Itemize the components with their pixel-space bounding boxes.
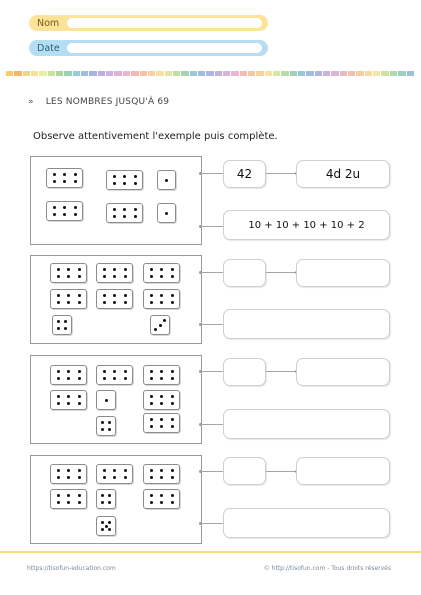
strip-segment bbox=[131, 71, 138, 76]
pip bbox=[108, 421, 111, 424]
pip bbox=[154, 328, 157, 331]
pip bbox=[123, 182, 126, 185]
strip-segment bbox=[373, 71, 380, 76]
domino-6 bbox=[50, 263, 87, 283]
pip bbox=[171, 268, 174, 271]
pip bbox=[163, 319, 166, 322]
strip-segment bbox=[273, 71, 280, 76]
strip-segment bbox=[215, 71, 222, 76]
pip bbox=[103, 301, 106, 304]
footer-divider bbox=[0, 551, 421, 553]
pip bbox=[171, 418, 174, 421]
strip-segment bbox=[340, 71, 347, 76]
pip bbox=[103, 469, 106, 472]
connector-line bbox=[201, 272, 223, 273]
pip bbox=[78, 501, 81, 504]
title-text: LES NOMBRES JUSQU'À 69 bbox=[45, 97, 170, 107]
strip-segment bbox=[156, 71, 163, 76]
name-input[interactable] bbox=[67, 18, 262, 28]
pip bbox=[108, 428, 111, 431]
strip-segment bbox=[206, 71, 213, 76]
pip bbox=[150, 402, 153, 405]
die-1 bbox=[96, 390, 116, 410]
arrow-icon: » bbox=[28, 97, 34, 107]
strip-segment bbox=[290, 71, 297, 76]
connector-line bbox=[266, 272, 296, 273]
pip bbox=[57, 377, 60, 380]
pip bbox=[57, 320, 60, 323]
strip-segment bbox=[281, 71, 288, 76]
connector-line bbox=[201, 424, 223, 425]
pip bbox=[67, 402, 70, 405]
pip bbox=[67, 294, 70, 297]
pip bbox=[124, 469, 127, 472]
domino-6 bbox=[46, 168, 83, 188]
pip bbox=[160, 425, 163, 428]
pip bbox=[53, 213, 56, 216]
strip-segment bbox=[64, 71, 71, 76]
pip bbox=[134, 182, 137, 185]
tens-units-box-2[interactable] bbox=[296, 259, 390, 287]
footer-left-link[interactable]: https://tisofun-education.com bbox=[27, 565, 116, 572]
domino-6 bbox=[50, 390, 87, 410]
pip bbox=[108, 494, 111, 497]
strip-segment bbox=[181, 71, 188, 76]
pip bbox=[74, 206, 77, 209]
pip bbox=[53, 180, 56, 183]
pip bbox=[171, 425, 174, 428]
dice-panel-3 bbox=[30, 355, 202, 444]
strip-segment bbox=[356, 71, 363, 76]
dice-panel-2 bbox=[30, 255, 202, 344]
number-box-1[interactable]: 42 bbox=[223, 160, 266, 188]
pip bbox=[171, 301, 174, 304]
pip bbox=[124, 294, 127, 297]
pip bbox=[101, 421, 104, 424]
pip bbox=[57, 275, 60, 278]
strip-segment bbox=[240, 71, 247, 76]
pip bbox=[160, 418, 163, 421]
pip bbox=[108, 501, 111, 504]
pip bbox=[150, 501, 153, 504]
strip-segment bbox=[39, 71, 46, 76]
domino-6 bbox=[96, 289, 133, 309]
domino-6 bbox=[143, 413, 180, 433]
pip bbox=[103, 275, 106, 278]
number-box-3[interactable] bbox=[223, 358, 266, 386]
pip bbox=[171, 370, 174, 373]
strip-segment bbox=[89, 71, 96, 76]
pip bbox=[78, 494, 81, 497]
strip-segment bbox=[123, 71, 130, 76]
pip bbox=[57, 370, 60, 373]
pip bbox=[78, 476, 81, 479]
footer-copyright: © http://tisofun.com - Tous droits réservés bbox=[263, 565, 391, 572]
pip bbox=[67, 301, 70, 304]
connector-line bbox=[201, 523, 223, 524]
pip bbox=[150, 469, 153, 472]
pip bbox=[160, 377, 163, 380]
pip bbox=[103, 268, 106, 271]
pip bbox=[159, 324, 162, 327]
pip bbox=[67, 395, 70, 398]
pip bbox=[134, 215, 137, 218]
pip bbox=[63, 213, 66, 216]
pip bbox=[103, 377, 106, 380]
domino-6 bbox=[46, 201, 83, 221]
pip bbox=[78, 377, 81, 380]
pip bbox=[113, 301, 116, 304]
sum-box-3[interactable] bbox=[223, 409, 390, 439]
domino-6 bbox=[50, 464, 87, 484]
pip bbox=[113, 377, 116, 380]
pip bbox=[123, 175, 126, 178]
pip bbox=[124, 275, 127, 278]
strip-segment bbox=[56, 71, 63, 76]
strip-segment bbox=[381, 71, 388, 76]
strip-segment bbox=[73, 71, 80, 76]
pip bbox=[108, 521, 111, 524]
pip bbox=[124, 301, 127, 304]
pip bbox=[57, 268, 60, 271]
strip-segment bbox=[323, 71, 330, 76]
number-box-4[interactable] bbox=[223, 457, 266, 485]
pip bbox=[113, 182, 116, 185]
pip bbox=[150, 494, 153, 497]
pip bbox=[171, 275, 174, 278]
domino-6 bbox=[106, 170, 143, 190]
pip bbox=[171, 377, 174, 380]
strip-segment bbox=[198, 71, 205, 76]
pip bbox=[171, 294, 174, 297]
pip bbox=[63, 180, 66, 183]
domino-6 bbox=[143, 365, 180, 385]
strip-segment bbox=[265, 71, 272, 76]
die-4 bbox=[52, 315, 72, 335]
pip bbox=[64, 320, 67, 323]
pip bbox=[57, 402, 60, 405]
die-5 bbox=[96, 516, 116, 536]
pip bbox=[67, 501, 70, 504]
pip bbox=[78, 275, 81, 278]
exercise-title bbox=[28, 97, 169, 107]
connector-line bbox=[201, 471, 223, 472]
pip bbox=[67, 377, 70, 380]
connector-line bbox=[266, 173, 296, 174]
strip-segment bbox=[23, 71, 30, 76]
tens-units-box-1[interactable]: 4d 2u bbox=[296, 160, 390, 188]
pip bbox=[150, 370, 153, 373]
strip-segment bbox=[407, 71, 414, 76]
dice-panel-1 bbox=[30, 156, 202, 245]
die-4 bbox=[96, 489, 116, 509]
pip bbox=[57, 476, 60, 479]
pip bbox=[160, 370, 163, 373]
pip bbox=[103, 370, 106, 373]
domino-6 bbox=[143, 464, 180, 484]
strip-segment bbox=[165, 71, 172, 76]
tens-units-box-4[interactable] bbox=[296, 457, 390, 485]
pip bbox=[165, 212, 168, 215]
pip bbox=[113, 370, 116, 373]
strip-segment bbox=[140, 71, 147, 76]
pip bbox=[150, 275, 153, 278]
strip-segment bbox=[98, 71, 105, 76]
instruction: Observe attentivement l'exemple puis complète. bbox=[33, 131, 278, 142]
domino-6 bbox=[143, 263, 180, 283]
pip bbox=[124, 268, 127, 271]
pip bbox=[78, 395, 81, 398]
domino-6 bbox=[106, 203, 143, 223]
pip bbox=[160, 268, 163, 271]
pip bbox=[134, 175, 137, 178]
pip bbox=[78, 301, 81, 304]
pip bbox=[160, 275, 163, 278]
pip bbox=[78, 469, 81, 472]
pip bbox=[57, 501, 60, 504]
domino-6 bbox=[143, 489, 180, 509]
pip bbox=[78, 294, 81, 297]
connector-line bbox=[266, 371, 296, 372]
pip bbox=[150, 268, 153, 271]
strip-segment bbox=[81, 71, 88, 76]
pip bbox=[123, 215, 126, 218]
pip bbox=[101, 494, 104, 497]
pip bbox=[57, 469, 60, 472]
connector-line bbox=[201, 173, 223, 174]
pip bbox=[78, 268, 81, 271]
pip bbox=[160, 469, 163, 472]
die-3 bbox=[150, 315, 170, 335]
pip bbox=[160, 301, 163, 304]
pip bbox=[113, 175, 116, 178]
domino-6 bbox=[96, 464, 133, 484]
pip bbox=[123, 208, 126, 211]
domino-6 bbox=[50, 365, 87, 385]
pip bbox=[113, 275, 116, 278]
pip bbox=[101, 428, 104, 431]
strip-segment bbox=[6, 71, 13, 76]
pip bbox=[78, 370, 81, 373]
connector-line bbox=[201, 324, 223, 325]
pip bbox=[124, 370, 127, 373]
strip-segment bbox=[390, 71, 397, 76]
die-1 bbox=[157, 170, 176, 190]
pip bbox=[67, 469, 70, 472]
strip-segment bbox=[114, 71, 121, 76]
strip-segment bbox=[256, 71, 263, 76]
pip bbox=[101, 528, 104, 531]
strip-segment bbox=[48, 71, 55, 76]
sum-box-2[interactable] bbox=[223, 309, 390, 339]
strip-segment bbox=[298, 71, 305, 76]
strip-segment bbox=[106, 71, 113, 76]
pip bbox=[57, 395, 60, 398]
pip bbox=[113, 476, 116, 479]
pip bbox=[150, 476, 153, 479]
strip-segment bbox=[231, 71, 238, 76]
pip bbox=[67, 268, 70, 271]
pip bbox=[160, 494, 163, 497]
name-field[interactable] bbox=[29, 15, 268, 31]
pip bbox=[165, 179, 168, 182]
pip bbox=[150, 425, 153, 428]
number-box-2[interactable] bbox=[223, 259, 266, 287]
pip bbox=[160, 501, 163, 504]
pip bbox=[64, 327, 67, 330]
pip bbox=[105, 525, 108, 528]
strip-segment bbox=[190, 71, 197, 76]
domino-6 bbox=[50, 489, 87, 509]
pip bbox=[57, 327, 60, 330]
pip bbox=[53, 173, 56, 176]
pip bbox=[113, 469, 116, 472]
pip bbox=[150, 377, 153, 380]
pip bbox=[108, 528, 111, 531]
name-label: Nom bbox=[37, 17, 60, 29]
pip bbox=[57, 494, 60, 497]
pip bbox=[74, 213, 77, 216]
pip bbox=[67, 275, 70, 278]
pip bbox=[103, 294, 106, 297]
pip bbox=[63, 206, 66, 209]
pip bbox=[160, 294, 163, 297]
pip bbox=[67, 370, 70, 373]
pip bbox=[101, 521, 104, 524]
pip bbox=[113, 268, 116, 271]
strip-segment bbox=[14, 71, 21, 76]
pip bbox=[103, 476, 106, 479]
pip bbox=[160, 476, 163, 479]
strip-segment bbox=[365, 71, 372, 76]
connector-line bbox=[201, 371, 223, 372]
domino-6 bbox=[50, 289, 87, 309]
pip bbox=[113, 208, 116, 211]
die-1 bbox=[157, 203, 176, 223]
sum-box-1[interactable]: 10 + 10 + 10 + 10 + 2 bbox=[223, 210, 390, 240]
pip bbox=[124, 476, 127, 479]
pip bbox=[74, 173, 77, 176]
pip bbox=[67, 476, 70, 479]
strip-segment bbox=[331, 71, 338, 76]
date-field[interactable] bbox=[29, 40, 268, 56]
pip bbox=[105, 399, 108, 402]
die-4 bbox=[96, 416, 116, 436]
pip bbox=[78, 402, 81, 405]
pip bbox=[171, 395, 174, 398]
color-strip bbox=[6, 71, 415, 76]
pip bbox=[63, 173, 66, 176]
pip bbox=[171, 402, 174, 405]
strip-segment bbox=[315, 71, 322, 76]
domino-6 bbox=[143, 390, 180, 410]
date-label: Date bbox=[37, 42, 60, 54]
pip bbox=[171, 501, 174, 504]
strip-segment bbox=[306, 71, 313, 76]
pip bbox=[57, 294, 60, 297]
strip-segment bbox=[398, 71, 405, 76]
pip bbox=[150, 418, 153, 421]
pip bbox=[150, 395, 153, 398]
pip bbox=[171, 494, 174, 497]
connector-line bbox=[201, 226, 223, 227]
domino-6 bbox=[96, 365, 133, 385]
connector-line bbox=[266, 471, 296, 472]
pip bbox=[74, 180, 77, 183]
sum-box-4[interactable] bbox=[223, 508, 390, 538]
domino-6 bbox=[143, 289, 180, 309]
strip-segment bbox=[31, 71, 38, 76]
strip-segment bbox=[223, 71, 230, 76]
pip bbox=[113, 215, 116, 218]
strip-segment bbox=[348, 71, 355, 76]
pip bbox=[150, 294, 153, 297]
domino-6 bbox=[96, 263, 133, 283]
strip-segment bbox=[148, 71, 155, 76]
pip bbox=[150, 301, 153, 304]
strip-segment bbox=[248, 71, 255, 76]
pip bbox=[134, 208, 137, 211]
pip bbox=[171, 476, 174, 479]
pip bbox=[113, 294, 116, 297]
pip bbox=[67, 494, 70, 497]
pip bbox=[160, 395, 163, 398]
pip bbox=[160, 402, 163, 405]
strip-segment bbox=[173, 71, 180, 76]
pip bbox=[101, 501, 104, 504]
pip bbox=[171, 469, 174, 472]
dice-panel-4 bbox=[30, 455, 202, 544]
pip bbox=[124, 377, 127, 380]
tens-units-box-3[interactable] bbox=[296, 358, 390, 386]
pip bbox=[57, 301, 60, 304]
date-input[interactable] bbox=[67, 43, 262, 53]
pip bbox=[53, 206, 56, 209]
